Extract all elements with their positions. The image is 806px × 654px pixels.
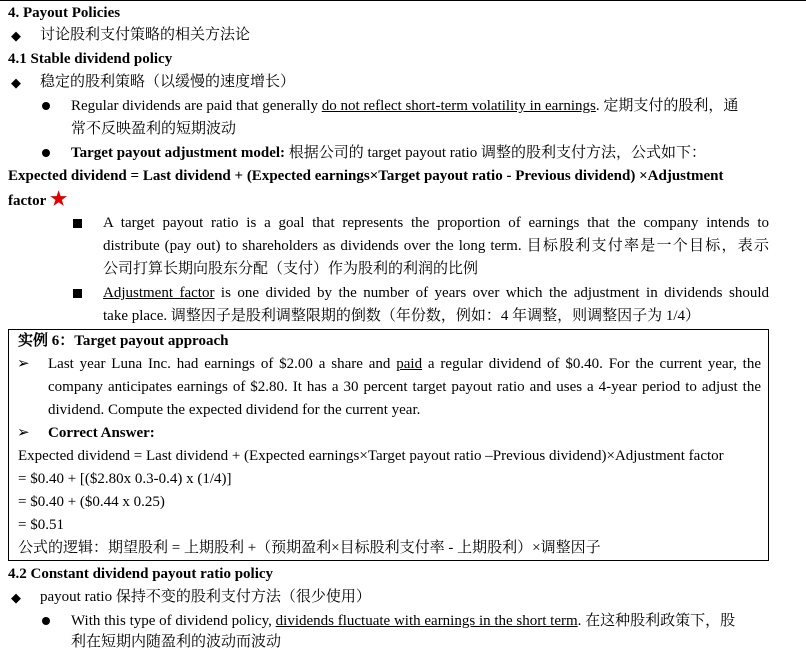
- example-title: 实例 6：Target payout approach: [18, 333, 229, 349]
- arrow-bullet-icon: ➢: [17, 356, 30, 372]
- dot-bullet-icon: [42, 149, 50, 157]
- calc-line3: = $0.40 + ($0.44 x 0.25): [18, 494, 165, 510]
- question-line1: Last year Luna Inc. had earnings of $2.00 a share and paid a regular dividend of $0.40. For the current year, the: [48, 356, 761, 372]
- section-4-2-heading: 4.2 Constant dividend payout ratio policy: [8, 566, 274, 582]
- fluctuate-line1: With this type of dividend policy, dividends fluctuate with earnings in the short term. 在这种股利政策下，股: [71, 613, 736, 629]
- formula-logic: 公式的逻辑：期望股利 = 上期股利 +（预期盈利×目标股利支付率 - 上期股利）×调整因子: [18, 540, 601, 556]
- correct-answer-label: Correct Answer:: [48, 425, 155, 441]
- section-4-bullet: 讨论股利支付策略的相关方法论: [40, 27, 251, 43]
- calc-line4: = $0.51: [18, 517, 64, 533]
- target-ratio-line3: 公司打算长期向股东分配（支付）作为股利的利润的比例: [103, 261, 479, 277]
- star-icon: ★: [50, 189, 68, 210]
- diamond-bullet-icon: ◆: [11, 590, 21, 605]
- target-ratio-line1: A target payout ratio is a goal that represents the proportion of earnings that the company intends to: [103, 215, 769, 231]
- section-4-2-bullet: payout ratio 保持不变的股利支付方法（很少使用）: [40, 589, 371, 605]
- diamond-bullet-icon: ◆: [11, 75, 21, 90]
- section-4-1-heading: 4.1 Stable dividend policy: [8, 51, 173, 67]
- formula-line2: factor ★: [8, 189, 68, 210]
- formula-line1: Expected dividend = Last dividend + (Expected earnings×Target payout ratio - Previous dividend) ×Adjustment: [8, 168, 724, 184]
- question-line2: company anticipates earnings of $2.80. It has a 30 percent target payout ratio and uses a 4-year period to adjust the: [48, 379, 761, 395]
- top-rule: [0, 0, 806, 1]
- calc-line2: = $0.40 + [($2.80x 0.3-0.4) x (1/4)]: [18, 471, 232, 487]
- calc-line1: Expected dividend = Last dividend + (Expected earnings×Target payout ratio –Previous dividend)×Adjustment factor: [18, 448, 724, 464]
- target-ratio-line2: distribute (pay out) to shareholders as dividends over the long term. 目标股利支付率是一个目标，表示: [103, 238, 769, 254]
- adjustment-factor-line2: take place. 调整因子是股利调整限期的倒数（年份数，例如：4 年调整，则调整因子为 1/4）: [103, 308, 701, 324]
- question-line3: dividend. Compute the expected dividend for the current year.: [48, 402, 421, 418]
- regular-dividends-line2: 常不反映盈利的短期波动: [71, 121, 237, 137]
- square-bullet-icon: [73, 289, 82, 298]
- fluctuate-line2: 利在短期内随盈利的波动而波动: [71, 634, 282, 650]
- target-payout-model-line: Target payout adjustment model: 根据公司的 target payout ratio 调整的股利支付方法，公式如下：: [71, 145, 706, 161]
- dot-bullet-icon: [42, 102, 50, 110]
- arrow-bullet-icon: ➢: [17, 425, 30, 441]
- section-4-heading: 4. Payout Policies: [8, 5, 121, 21]
- section-4-1-bullet: 稳定的股利策略（以缓慢的速度增长）: [40, 74, 296, 90]
- diamond-bullet-icon: ◆: [11, 28, 21, 43]
- dot-bullet-icon: [42, 617, 50, 625]
- regular-dividends-line1: Regular dividends are paid that generally do not reflect short-term volatility in earnings. 定期支付的股利，通: [71, 98, 739, 114]
- square-bullet-icon: [73, 219, 82, 228]
- adjustment-factor-line1: Adjustment factor is one divided by the number of years over which the adjustment in dividends should: [103, 285, 769, 301]
